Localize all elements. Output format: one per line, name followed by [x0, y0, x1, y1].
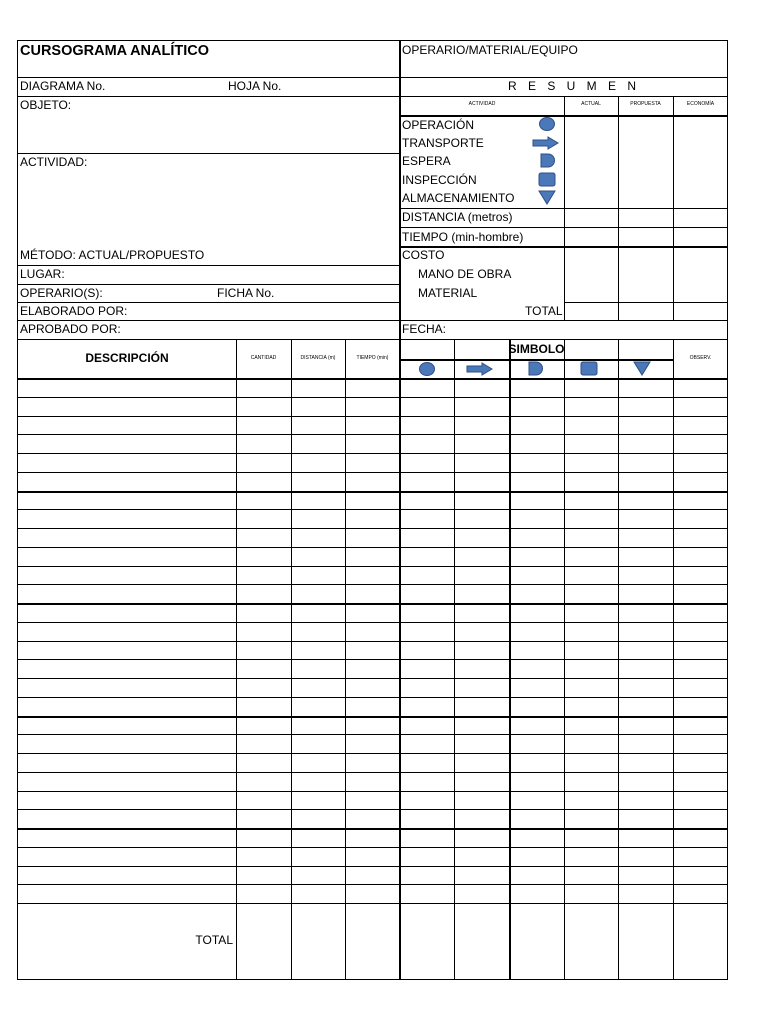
grid-line	[17, 509, 727, 510]
resumen-distancia-label: DISTANCIA (metros)	[402, 210, 513, 224]
resumen-header-actividad: ACTIVIDAD	[468, 101, 496, 107]
grid-line	[17, 828, 727, 830]
grid-line	[17, 659, 727, 660]
diagrama-no-label: DIAGRAMA No.	[20, 79, 106, 93]
grid-line	[17, 416, 727, 417]
form-title: CURSOGRAMA ANALÍTICO	[20, 43, 210, 59]
grid-line	[17, 397, 727, 398]
simbolo-header: SIMBOLO	[508, 342, 565, 356]
ficha-no-label: FICHA No.	[217, 286, 275, 300]
fecha-label: FECHA:	[402, 322, 447, 336]
grid-line	[17, 678, 727, 679]
grid-line	[17, 77, 727, 78]
delay-d-shape-icon	[528, 361, 544, 377]
grid-line	[17, 716, 727, 718]
resumen-header-propuesta: PROPUESTA	[630, 101, 661, 107]
grid-line	[17, 320, 399, 321]
tiempo-header: TIEMPO (min)	[356, 355, 389, 361]
grid-line	[17, 866, 727, 867]
grid-line	[17, 547, 727, 548]
grid-line	[17, 772, 727, 773]
grid-line	[17, 96, 727, 97]
grid-line	[399, 208, 727, 209]
resumen-espera-label: ESPERA	[402, 154, 451, 168]
grid-line	[17, 378, 727, 380]
metodo-label: MÉTODO: ACTUAL/PROPUESTO	[20, 248, 205, 262]
resumen-almacenamiento-label: ALMACENAMIENTO	[402, 191, 515, 205]
grid-line	[17, 622, 727, 623]
grid-line	[17, 903, 727, 904]
objeto-label: OBJETO:	[20, 98, 72, 112]
inspection-square-icon	[538, 172, 558, 188]
operario-material-equipo-label: OPERARIO/MATERIAL/EQUIPO	[402, 43, 578, 57]
inspection-square-icon	[580, 361, 600, 377]
delay-d-shape-icon	[540, 153, 556, 169]
grid-line	[17, 584, 727, 585]
aprobado-por-label: APROBADO POR:	[20, 322, 121, 336]
table-total-label: TOTAL	[195, 933, 233, 947]
resumen-header-actual: ACTUAL	[581, 101, 601, 107]
operation-circle-icon	[417, 361, 437, 377]
descripcion-header: DESCRIPCIÓN	[85, 351, 169, 365]
resumen-header-economia: ECONOMÍA	[686, 101, 715, 107]
cantidad-header: CANTIDAD	[250, 355, 277, 361]
resumen-operacion-label: OPERACIÓN	[402, 118, 475, 132]
grid-line	[17, 734, 727, 735]
lugar-label: LUGAR:	[20, 267, 65, 281]
grid-line	[17, 339, 727, 340]
grid-line	[17, 566, 727, 567]
grid-line	[17, 265, 399, 266]
grid-line	[17, 603, 727, 605]
resumen-total-label: TOTAL	[525, 304, 563, 318]
grid-line	[17, 153, 399, 154]
grid-line	[399, 227, 727, 228]
storage-triangle-icon	[633, 361, 653, 377]
grid-line	[17, 528, 727, 529]
transport-arrow-icon	[532, 136, 560, 150]
resumen-costo-label: COSTO	[402, 248, 445, 262]
grid-line	[17, 791, 727, 792]
actividad-label: ACTIVIDAD:	[20, 155, 88, 169]
grid-line	[399, 359, 673, 361]
grid-line	[17, 453, 727, 454]
grid-line	[17, 302, 399, 303]
form-outer-border	[17, 40, 728, 980]
grid-line	[17, 284, 399, 285]
grid-line	[17, 472, 727, 473]
grid-line	[399, 378, 401, 980]
grid-line	[399, 320, 727, 321]
grid-line	[17, 847, 727, 848]
grid-line	[399, 246, 727, 248]
grid-line	[17, 753, 727, 754]
grid-line	[564, 302, 727, 303]
transport-arrow-icon	[466, 362, 494, 376]
storage-triangle-icon	[538, 190, 558, 206]
grid-line	[17, 697, 727, 698]
grid-line	[17, 884, 727, 885]
hoja-no-label: HOJA No.	[228, 79, 282, 93]
resumen-transporte-label: TRANSPORTE	[402, 136, 484, 150]
operation-circle-icon	[538, 116, 558, 132]
grid-line	[399, 40, 401, 378]
resumen-title: R E S U M E N	[508, 79, 641, 93]
grid-line	[17, 434, 727, 435]
resumen-mano-de-obra-label: MANO DE OBRA	[418, 267, 512, 281]
resumen-inspeccion-label: INSPECCIÓN	[402, 173, 477, 187]
resumen-tiempo-label: TIEMPO (min-hombre)	[402, 230, 524, 244]
grid-line	[17, 641, 727, 642]
grid-line	[17, 809, 727, 810]
grid-line	[17, 491, 727, 493]
resumen-material-label: MATERIAL	[418, 286, 478, 300]
operarios-label: OPERARIO(S):	[20, 286, 103, 300]
elaborado-por-label: ELABORADO POR:	[20, 304, 128, 318]
observ-header: OBSERV.	[689, 355, 712, 361]
grid-line	[399, 115, 727, 117]
distancia-header: DISTANCIA (m)	[300, 355, 336, 361]
